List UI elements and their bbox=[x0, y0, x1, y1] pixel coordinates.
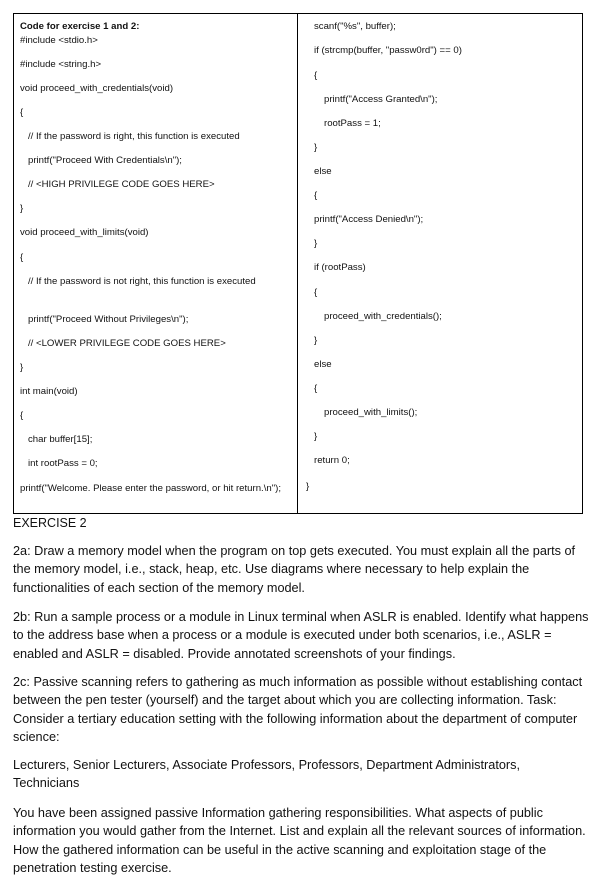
code-line: else bbox=[314, 359, 332, 370]
code-line: printf("Welcome. Please enter the password, or hit return.\n"); bbox=[20, 483, 281, 494]
code-line: { bbox=[314, 383, 318, 394]
code-line: if (rootPass) bbox=[314, 262, 366, 273]
code-line: } bbox=[314, 431, 318, 442]
code-line: } bbox=[20, 203, 24, 214]
question-2b: 2b: Run a sample process or a module in Linux terminal when ASLR is enabled. Identify what happens to the address base when a process or a module is executed under both scenarios, i.e., ASLR = enabled and ASLR = disabled. Provide annotated screenshots of your findings. bbox=[13, 610, 589, 661]
code-line: else bbox=[314, 166, 332, 177]
code-line: char buffer[15]; bbox=[28, 434, 93, 445]
code-line: proceed_with_limits(); bbox=[324, 407, 418, 418]
code-line: } bbox=[20, 362, 24, 373]
code-line: void proceed_with_credentials(void) bbox=[20, 83, 174, 94]
code-line: // <HIGH PRIVILEGE CODE GOES HERE> bbox=[28, 179, 215, 190]
code-line: printf("Proceed With Credentials\n"); bbox=[28, 155, 182, 166]
code-line: } bbox=[314, 335, 318, 346]
code-line: rootPass = 1; bbox=[324, 118, 381, 129]
question-2c: 2c: Passive scanning refers to gathering as much information as possible without establishing contact between the pen tester (yourself) and the target about which you are collecting information. Task: Consider a tertiary education setting with the following information about the department of computer science: bbox=[13, 675, 583, 744]
code-line: { bbox=[314, 70, 318, 81]
roles-list: Lecturers, Senior Lecturers, Associate Professors, Professors, Department Administrators, Technicians bbox=[13, 758, 520, 791]
code-line: } bbox=[314, 142, 318, 153]
code-line: void proceed_with_limits(void) bbox=[20, 227, 149, 238]
task-paragraph: You have been assigned passive Information gathering responsibilities. What aspects of public information you would gather from the Internet. List and explain all the relevant sources of information. How the gathered information can be useful in the active scanning and exploitation stage of the penetration testing exercise. bbox=[13, 806, 586, 875]
code-line: return 0; bbox=[314, 455, 350, 466]
code-line: int main(void) bbox=[20, 386, 78, 397]
code-line: } bbox=[314, 238, 318, 249]
code-line: scanf("%s", buffer); bbox=[314, 21, 396, 32]
code-line: { bbox=[20, 410, 24, 421]
code-heading: Code for exercise 1 and 2: bbox=[20, 21, 140, 32]
code-line: printf("Proceed Without Privileges\n"); bbox=[28, 314, 189, 325]
code-line: int rootPass = 0; bbox=[28, 458, 98, 469]
question-2a: 2a: Draw a memory model when the program on top gets executed. You must explain all the parts of the memory model, i.e., stack, heap, etc. Use diagrams where necessary to help explain the functionalities of each section of the memory model. bbox=[13, 544, 576, 595]
code-line: // If the password is not right, this function is executed bbox=[28, 276, 256, 287]
code-line: #include <string.h> bbox=[20, 59, 102, 70]
code-line: printf("Access Granted\n"); bbox=[324, 94, 438, 105]
code-line: if (strcmp(buffer, "passw0rd") == 0) bbox=[314, 45, 462, 56]
code-line: } bbox=[306, 481, 310, 492]
code-line: // If the password is right, this function is executed bbox=[28, 131, 240, 142]
code-line: { bbox=[20, 252, 24, 263]
column-divider bbox=[297, 14, 298, 513]
code-table bbox=[13, 13, 583, 514]
code-line: proceed_with_credentials(); bbox=[324, 311, 442, 322]
code-line: { bbox=[314, 287, 318, 298]
exercise-title: EXERCISE 2 bbox=[13, 516, 87, 530]
code-line: // <LOWER PRIVILEGE CODE GOES HERE> bbox=[28, 338, 226, 349]
code-line: { bbox=[314, 190, 318, 201]
code-line: #include <stdio.h> bbox=[20, 35, 98, 46]
code-line: printf("Access Denied\n"); bbox=[314, 214, 424, 225]
code-line: { bbox=[20, 107, 24, 118]
